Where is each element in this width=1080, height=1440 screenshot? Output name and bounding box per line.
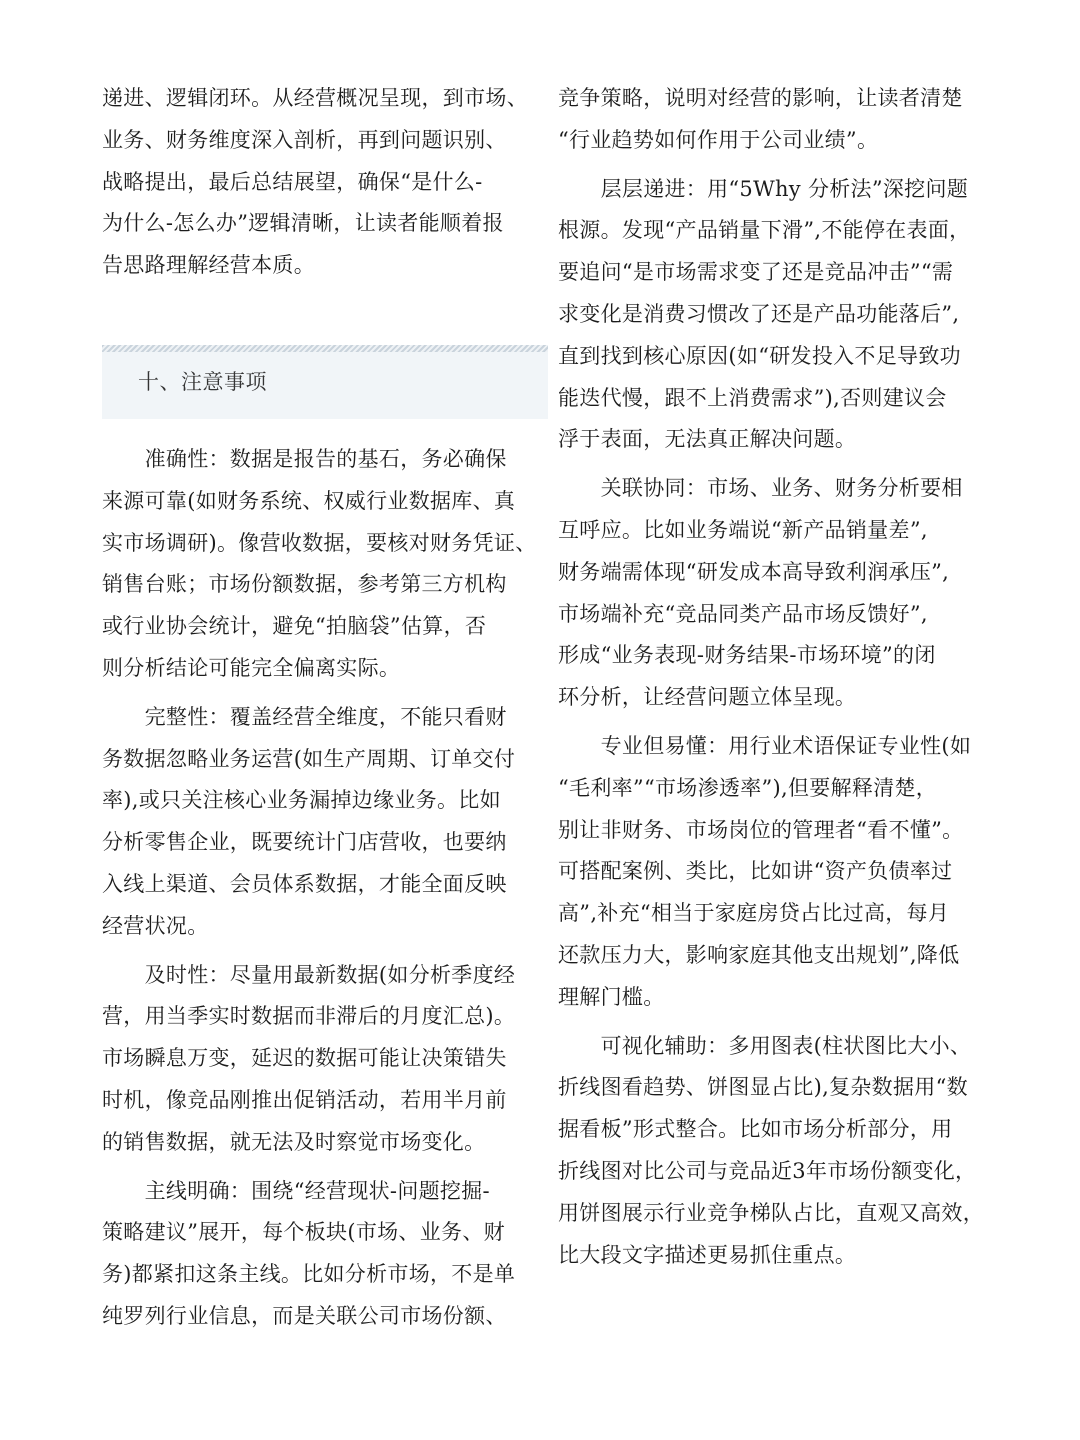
- paragraph-layered-progression: [558, 169, 990, 462]
- text-line: 业务、财务维度深入剖析，再到问题识别、: [102, 127, 507, 152]
- text-line: 求变化是消费习惯改了还是产品功能落后”,: [558, 301, 960, 326]
- paragraph-timeliness: [102, 955, 548, 1164]
- text-line: 互呼应。比如业务端说“新产品销量差”,: [558, 517, 928, 542]
- text-line: 能迭代慢，跟不上消费需求”),否则建议会: [558, 385, 947, 410]
- text-line: 可视化辅助：多用图表(柱状图比大小、: [558, 1033, 972, 1058]
- text-line: 比大段文字描述更易抓住重点。: [558, 1242, 857, 1267]
- text-line: 准确性：数据是报告的基石，务必确保: [102, 446, 507, 471]
- section-heading: 十、注意事项: [138, 369, 267, 394]
- text-line: 务)都紧扣这条主线。比如分析市场，不是单: [102, 1262, 516, 1287]
- text-line: 实市场调研)。像营收数据，要核对财务凭证、: [102, 530, 537, 555]
- text-line: 分析零售企业，既要统计门店营收，也要纳: [102, 830, 507, 855]
- text-line: 形成“业务表现-财务结果-市场环境”的闭: [558, 643, 936, 668]
- paragraph-accuracy: [102, 439, 548, 690]
- text-line: 别让非财务、市场岗位的管理者“看不懂”。: [558, 817, 964, 842]
- paragraph-completeness: [102, 697, 548, 948]
- text-line: 理解门槛。: [558, 984, 665, 1009]
- section-heading-box: [102, 345, 548, 419]
- text-line: 率),或只关注核心业务漏掉边缘业务。比如: [102, 788, 501, 813]
- text-line: 环分析，让经营问题立体呈现。: [558, 685, 857, 710]
- text-line: 来源可靠(如财务系统、权威行业数据库、真: [102, 488, 516, 513]
- paragraph-clear-mainline: [102, 1171, 548, 1338]
- text-line: 直到找到核心原因(如“研发投入不足导致功: [558, 343, 961, 368]
- text-line: 纯罗列行业信息，而是关联公司市场份额、: [102, 1303, 507, 1328]
- text-line: 销售台账；市场份额数据，参考第三方机构: [102, 572, 507, 597]
- text-line: 可搭配案例、类比，比如讲“资产负债率过: [558, 859, 953, 884]
- text-line: 据看板”形式整合。比如市场分析部分，用: [558, 1117, 953, 1142]
- continued-paragraph: [558, 78, 990, 162]
- text-line: 折线图看趋势、饼图显占比),复杂数据用“数: [558, 1075, 968, 1100]
- intro-paragraph: [102, 78, 548, 287]
- text-line: 主线明确：围绕“经营现状-问题挖掘-: [102, 1178, 490, 1203]
- text-line: 经营状况。: [102, 913, 209, 938]
- text-line: 完整性：覆盖经营全维度，不能只看财: [102, 704, 507, 729]
- text-line: 财务端需体现“研发成本高导致利润承压”,: [558, 559, 950, 584]
- left-column: [102, 78, 548, 1338]
- text-line: 竞争策略，说明对经营的影响，让读者清楚: [558, 86, 963, 110]
- text-line: 用饼图展示行业竞争梯队占比，直观又高效，: [558, 1200, 984, 1225]
- paragraph-visualization-aid: [558, 1026, 990, 1277]
- text-line: 折线图对比公司与竞品近3年市场份额变化，: [558, 1158, 977, 1183]
- text-line: 战略提出，最后总结展望，确保“是什么-: [102, 169, 483, 194]
- text-line: 市场端补充“竞品同类产品市场反馈好”,: [558, 601, 928, 626]
- text-line: 要追问“是市场需求变了还是竞品冲击”“需: [558, 260, 954, 285]
- text-line: 根源。发现“产品销量下滑”,不能停在表面，: [558, 218, 971, 243]
- text-line: 市场瞬息万变，延迟的数据可能让决策错失: [102, 1046, 507, 1071]
- text-line: 营，用当季实时数据而非滞后的月度汇总)。: [102, 1004, 516, 1029]
- text-line: 专业但易懂：用行业术语保证专业性(如: [558, 733, 972, 758]
- text-line: 告思路理解经营本质。: [102, 253, 315, 278]
- text-line: “行业趋势如何作用于公司业绩”。: [558, 127, 879, 152]
- text-line: 高”,补充“相当于家庭房贷占比过高，每月: [558, 901, 950, 926]
- text-line: 浮于表面，无法真正解决问题。: [558, 427, 857, 452]
- text-line: 关联协同：市场、业务、财务分析要相: [558, 476, 963, 501]
- text-line: 时机，像竞品刚推出促销活动，若用半月前: [102, 1087, 507, 1112]
- text-line: 入线上渠道、会员体系数据，才能全面反映: [102, 871, 507, 896]
- text-line: 则分析结论可能完全偏离实际。: [102, 655, 401, 680]
- text-line: 为什么-怎么办”逻辑清晰，让读者能顺着报: [102, 211, 504, 236]
- text-line: 的销售数据，就无法及时察觉市场变化。: [102, 1129, 486, 1154]
- paragraph-professional-but-accessible: [558, 726, 990, 1019]
- text-line: “毛利率”“市场渗透率”),但要解释清楚，: [558, 775, 938, 800]
- text-line: 策略建议”展开，每个板块(市场、业务、财: [102, 1220, 505, 1245]
- text-line: 务数据忽略业务运营(如生产周期、订单交付: [102, 746, 516, 771]
- heading-stripe-decoration: [102, 345, 548, 352]
- text-line: 还款压力大，影响家庭其他支出规划”,降低: [558, 942, 960, 967]
- paragraph-association-synergy: [558, 468, 990, 719]
- right-column: [558, 78, 990, 1276]
- text-line: 层层递进：用“5Why 分析法”深挖问题: [558, 176, 969, 201]
- text-line: 及时性：尽量用最新数据(如分析季度经: [102, 962, 516, 987]
- text-line: 或行业协会统计，避免“拍脑袋”估算，否: [102, 614, 487, 639]
- text-line: 递进、逻辑闭环。从经营概况呈现，到市场、: [102, 86, 528, 110]
